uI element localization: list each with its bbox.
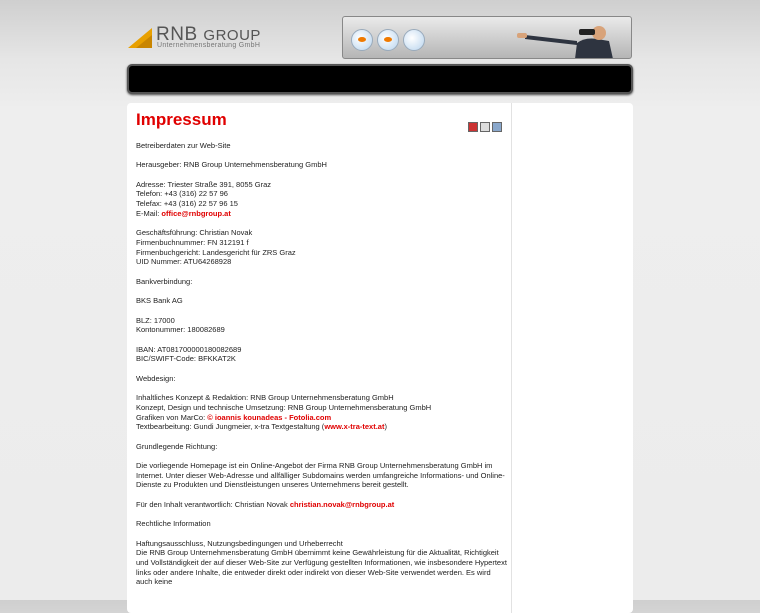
company-logo[interactable] bbox=[128, 26, 268, 52]
fishbowl-icon bbox=[377, 29, 399, 51]
webdesign-heading: Webdesign: bbox=[136, 373, 176, 383]
intro-text: Betreiberdaten zur Web-Site bbox=[136, 141, 231, 150]
main-content-panel bbox=[127, 103, 633, 613]
basic-heading: Grundlegende Richtung: bbox=[136, 441, 218, 451]
responsible-line bbox=[136, 500, 508, 510]
fax-text: Telefax: +43 (316) 22 57 96 15 bbox=[136, 199, 238, 209]
bank-name-text: BKS Bank AG bbox=[136, 296, 183, 306]
account-text: Kontonummer: 180082689 bbox=[136, 325, 225, 335]
impressum-text bbox=[136, 141, 508, 587]
office-email-link[interactable]: office@rnbgroup.at bbox=[161, 208, 231, 218]
register-court-text: Firmenbuchgericht: Landesgericht für ZRS Graz bbox=[136, 247, 296, 257]
textwork-label: Textbearbeitung: Gundi Jungmeier, x-tra Textgestaltung ( bbox=[136, 422, 325, 432]
publisher-text: Herausgeber: RNB Group Unternehmensberatung GmbH bbox=[136, 160, 327, 170]
header-banner bbox=[342, 16, 632, 59]
email-icon[interactable] bbox=[492, 122, 502, 132]
fishbowl-icon bbox=[403, 29, 425, 51]
xtra-text-link[interactable]: www.x-tra-text.at bbox=[324, 422, 385, 432]
page-title: Impressum bbox=[136, 110, 227, 129]
page-tools bbox=[468, 119, 504, 137]
graphics-label: Grafiken von MarCo: bbox=[136, 412, 208, 422]
brand-tagline: Unternehmensberatung GmbH bbox=[157, 42, 261, 49]
graphics-line bbox=[136, 413, 508, 423]
email-label: E-Mail: bbox=[136, 208, 162, 218]
uid-text: UID Nummer: ATU64268928 bbox=[136, 257, 232, 267]
column-divider bbox=[511, 103, 512, 613]
businessman-binoculars-icon bbox=[505, 21, 625, 59]
responsible-email-link[interactable]: christian.novak@rnbgroup.at bbox=[289, 499, 395, 509]
print-icon[interactable] bbox=[480, 122, 490, 132]
brand-rnb: RNB bbox=[156, 24, 198, 45]
design-text: Konzept, Design und technische Umsetzung: RNB Group Unternehmensberatung GmbH bbox=[136, 402, 432, 412]
fishbowl-icon bbox=[351, 29, 373, 51]
liability-heading: Haftungsausschluss, Nutzungsbedingungen und Urheberrecht bbox=[136, 538, 343, 548]
legal-heading: Rechtliche Information bbox=[136, 519, 211, 529]
bic-text: BIC/SWIFT-Code: BFKKAT2K bbox=[136, 354, 236, 364]
main-navigation-bar[interactable] bbox=[127, 64, 633, 94]
basic-text: Die vorliegende Homepage ist ein Online-Angebot der Firma RNB Group Unternehmensberatung GmbH im Internet. Unter dieser Web-Adresse und allfälliger Subdomains werden umfangreiche Informations- und Online-Dienste zu Produkten und Dienstleistungen unseres Unternehmens bereit gestellt. bbox=[136, 461, 505, 490]
address-text: Adresse: Triester Straße 391, 8055 Graz bbox=[136, 179, 272, 189]
blz-text: BLZ: 17000 bbox=[136, 315, 175, 325]
logo-triangle-icon bbox=[128, 26, 156, 48]
register-number-text: Firmenbuchnummer: FN 312191 f bbox=[136, 237, 249, 247]
textwork-end: ) bbox=[384, 422, 387, 432]
email-line bbox=[136, 209, 508, 219]
pdf-icon[interactable] bbox=[468, 122, 478, 132]
iban-text: IBAN: AT081700000180082689 bbox=[136, 344, 242, 354]
brand-group: GROUP bbox=[203, 27, 261, 44]
ceo-text: Geschäftsführung: Christian Novak bbox=[136, 228, 253, 238]
textwork-line bbox=[136, 422, 508, 432]
concept-text: Inhaltliches Konzept & Redaktion: RNB Group Unternehmensberatung GmbH bbox=[136, 393, 394, 403]
responsible-label: Für den Inhalt verantwortlich: Christian Novak bbox=[136, 499, 290, 509]
fotolia-link[interactable]: © ioannis kounadeas - Fotolia.com bbox=[207, 412, 332, 422]
phone-text: Telefon: +43 (316) 22 57 96 bbox=[136, 189, 228, 199]
bank-heading: Bankverbindung: bbox=[136, 276, 193, 286]
liability-text: Die RNB Group Unternehmensberatung GmbH übernimmt keine Gewährleistung für die Aktualität, Richtigkeit und Vollständigkeit der auf dieser Web-Site zur Verfügung gestellten Informationen, wie insbesondere Hypertext links oder andere Inhalte, die entweder direkt oder indirekt von dieser Web-Site verwendet werden. Es wird auch keine bbox=[136, 548, 507, 587]
